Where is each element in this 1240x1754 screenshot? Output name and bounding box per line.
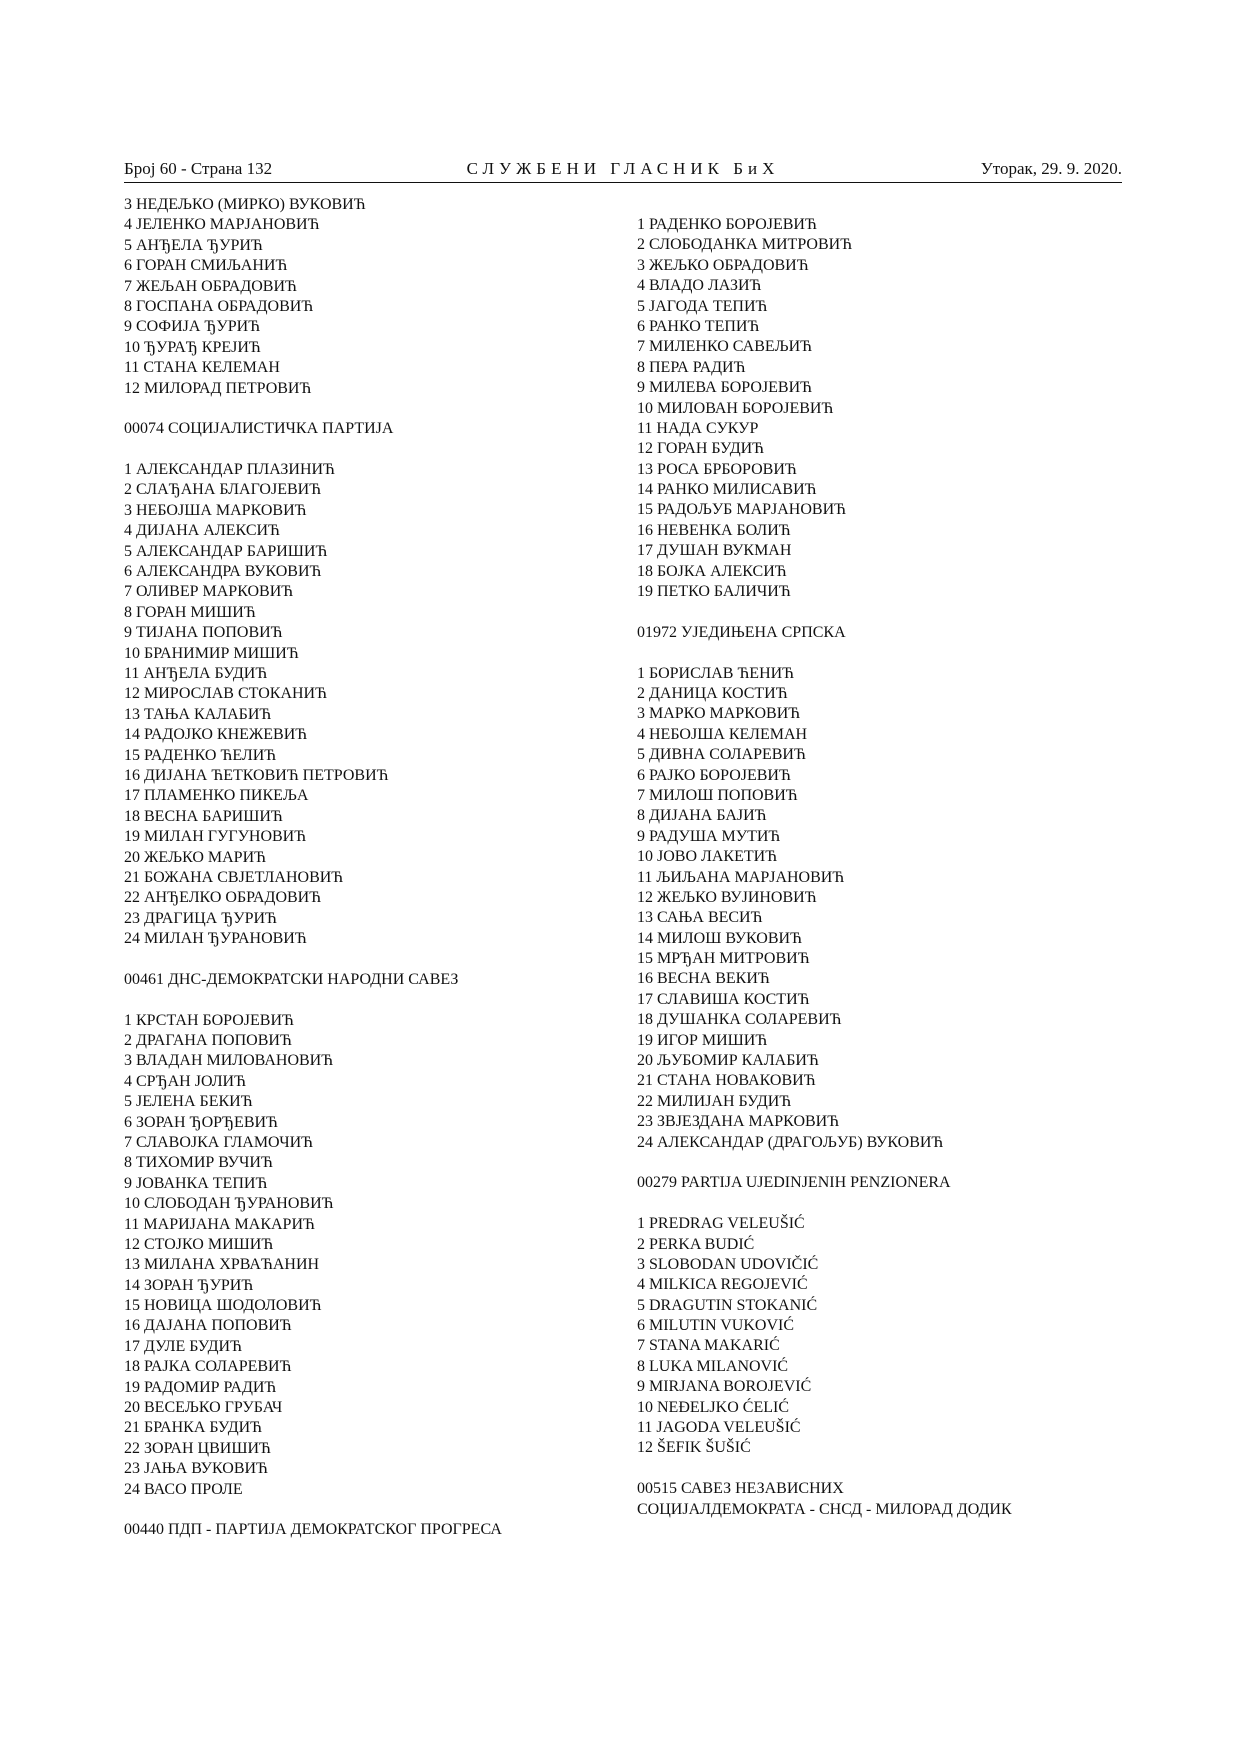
candidate-entry: 19 РАДОМИР РАДИЋ	[124, 1378, 277, 1396]
candidate-entry: 8 LUKA MILANOVIĆ	[637, 1357, 789, 1375]
candidate-entry: 20 ЉУБОМИР КАЛАБИЋ	[637, 1052, 819, 1070]
candidate-entry: 13 ТАЊА КАЛАБИЋ	[124, 705, 272, 723]
candidate-entry: 5 ДИВНА СОЛАРЕВИЋ	[637, 746, 806, 764]
candidate-entry: 1 АЛЕКСАНДАР ПЛАЗИНИЋ	[124, 461, 335, 479]
candidate-list	[124, 1011, 644, 1500]
candidate-entry: 4 ЈЕЛЕНКО МАРЈАНОВИЋ	[124, 216, 320, 234]
candidate-entry: 2 СЛОБОДАНКА МИТРОВИЋ	[637, 236, 853, 254]
party-heading-line-2: СОЦИЈАЛДЕМОКРАТА - СНСД - МИЛОРАД ДОДИК	[637, 1500, 1012, 1518]
candidate-entry: 10 БРАНИМИР МИШИЋ	[124, 644, 299, 662]
candidate-entry: 9 МИЛЕВА БОРОЈЕВИЋ	[637, 379, 812, 397]
candidate-entry: 17 ДУЛЕ БУДИЋ	[124, 1337, 242, 1355]
candidate-entry: 11 НАДА СУКУР	[637, 419, 759, 437]
candidate-entry: 5 ЈАГОДА ТЕПИЋ	[637, 297, 768, 315]
candidate-entry: 5 АНЂЕЛА ЂУРИЋ	[124, 236, 263, 254]
candidate-entry: 8 ДИЈАНА БАЈИЋ	[637, 807, 767, 825]
candidate-entry: 8 ТИХОМИР ВУЧИЋ	[124, 1154, 273, 1172]
candidate-entry: 23 ЗВЈЕЗДАНА МАРКОВИЋ	[637, 1113, 840, 1131]
candidate-entry: 14 РАДОЈКО КНЕЖЕВИЋ	[124, 726, 308, 744]
candidate-entry: 20 ЖЕЉКО МАРИЋ	[124, 848, 266, 866]
candidate-entry: 14 МИЛОШ ВУКОВИЋ	[637, 929, 802, 947]
candidate-entry: 6 РАНКО ТЕПИЋ	[637, 317, 760, 335]
candidate-entry: 16 ДИЈАНА ЋЕТКОВИЋ ПЕТРОВИЋ	[124, 766, 389, 784]
candidate-entry: 4 ДИЈАНА АЛЕКСИЋ	[124, 522, 280, 540]
candidate-entry: 14 РАНКО МИЛИСАВИЋ	[637, 481, 817, 499]
candidate-entry: 11 МАРИЈАНА МАКАРИЋ	[124, 1215, 315, 1233]
candidate-entry: 9 СОФИЈА ЂУРИЋ	[124, 318, 261, 336]
candidate-entry: 4 ВЛАДО ЛАЗИЋ	[637, 277, 762, 295]
candidate-entry: 17 ДУШАН ВУКМАН	[637, 542, 792, 560]
candidate-entry: 15 РАДЕНКО ЋЕЛИЋ	[124, 746, 277, 764]
candidate-entry: 21 СТАНА НОВАКОВИЋ	[637, 1072, 816, 1090]
candidate-entry: 11 СТАНА КЕЛЕМАН	[124, 359, 280, 377]
right-column	[637, 215, 1157, 1520]
candidate-entry: 22 АНЂЕЛКО ОБРАДОВИЋ	[124, 889, 322, 907]
candidate-entry: 17 ПЛАМЕНКО ПИКЕЉА	[124, 787, 309, 805]
candidate-entry: 10 ЂУРАЂ КРЕЈИЋ	[124, 338, 261, 356]
candidate-entry: 21 БРАНКА БУДИЋ	[124, 1419, 263, 1437]
candidate-entry: 22 ЗОРАН ЦВИШИЋ	[124, 1439, 271, 1457]
candidate-entry: 6 ГОРАН СМИЉАНИЋ	[124, 257, 288, 275]
candidate-list	[637, 664, 1157, 1153]
candidate-entry: 16 НЕВЕНКА БОЛИЋ	[637, 521, 791, 539]
candidate-entry: 24 ВАСО ПРОЛЕ	[124, 1480, 243, 1498]
candidate-entry: 8 ГОСПАНА ОБРАДОВИЋ	[124, 297, 314, 315]
candidate-entry: 3 SLOBODAN UDOVIČIĆ	[637, 1255, 819, 1273]
candidate-entry: 6 MILUTIN VUKOVIĆ	[637, 1317, 795, 1335]
candidate-entry: 3 НЕДЕЉКО (МИРКО) ВУКОВИЋ	[124, 196, 366, 213]
candidate-entry: 2 PERKA BUDIĆ	[637, 1235, 755, 1253]
page-header	[124, 158, 1122, 183]
candidate-entry: 5 DRAGUTIN STOKANIĆ	[637, 1296, 818, 1314]
candidate-entry: 13 САЊА ВЕСИЋ	[637, 909, 763, 927]
candidate-list	[637, 1214, 1157, 1459]
candidate-entry: 18 ДУШАНКА СОЛАРЕВИЋ	[637, 1011, 842, 1029]
candidate-entry: 5 АЛЕКСАНДАР БАРИШИЋ	[124, 542, 328, 560]
candidate-entry: 9 MIRJANA BOROJEVIĆ	[637, 1378, 812, 1396]
candidate-entry: 10 NEĐELJKO ĆELIĆ	[637, 1398, 789, 1416]
candidate-entry: 2 ДАНИЦА КОСТИЋ	[637, 684, 788, 702]
candidate-entry: 7 STANA MAKARIĆ	[637, 1337, 780, 1355]
candidate-entry: 6 ЗОРАН ЂОРЂЕВИЋ	[124, 1113, 278, 1131]
candidate-entry: 13 МИЛАНА ХРВАЋАНИН	[124, 1256, 320, 1274]
candidate-entry: 9 ТИЈАНА ПОПОВИЋ	[124, 624, 283, 642]
candidate-entry: 9 РАДУША МУТИЋ	[637, 827, 781, 845]
candidate-entry: 7 МИЛЕНКО САВЕЉИЋ	[637, 338, 813, 356]
party-heading-line-1: 00515 САВЕЗ НЕЗАВИСНИХ	[637, 1480, 844, 1498]
candidate-entry: 19 ИГОР МИШИЋ	[637, 1031, 768, 1049]
candidate-entry: 1 PREDRAG VELEUŠIĆ	[637, 1215, 805, 1233]
continued-candidate-list	[637, 215, 1157, 602]
candidate-entry: 21 БОЖАНА СВЈЕТЛАНОВИЋ	[124, 868, 344, 886]
candidate-entry: 20 ВЕСЕЉКО ГРУБАЧ	[124, 1399, 283, 1417]
issue-date: Уторак, 29. 9. 2020.	[980, 159, 1122, 178]
party-heading: 00074 СОЦИЈАЛИСТИЧКА ПАРТИЈА	[124, 420, 394, 438]
candidate-entry: 12 МИРОСЛАВ СТОКАНИЋ	[124, 685, 327, 703]
candidate-entry: 1 РАДЕНКО БОРОЈЕВИЋ	[637, 216, 817, 233]
candidate-entry: 3 ВЛАДАН МИЛОВАНОВИЋ	[124, 1052, 334, 1070]
candidate-entry: 9 ЈОВАНКА ТЕПИЋ	[124, 1174, 268, 1192]
candidate-entry: 3 НЕБОЈША МАРКОВИЋ	[124, 501, 307, 519]
candidate-entry: 7 ЖЕЉАН ОБРАДОВИЋ	[124, 277, 297, 295]
candidate-entry: 10 СЛОБОДАН ЂУРАНОВИЋ	[124, 1195, 334, 1213]
candidate-list	[124, 460, 644, 949]
candidate-entry: 8 ПЕРА РАДИЋ	[637, 358, 746, 376]
candidate-entry: 19 МИЛАН ГУГУНОВИЋ	[124, 828, 307, 846]
candidate-entry: 6 АЛЕКСАНДРА ВУКОВИЋ	[124, 563, 322, 581]
candidate-entry: 7 МИЛОШ ПОПОВИЋ	[637, 786, 798, 804]
candidate-entry: 11 JAGODA VELEUŠIĆ	[637, 1419, 801, 1437]
candidate-entry: 4 СРЂАН ЈОЛИЋ	[124, 1072, 246, 1090]
candidate-entry: 22 МИЛИЈАН БУДИЋ	[637, 1092, 792, 1110]
issue-page-number: Број 60 - Страна 132	[124, 159, 273, 178]
candidate-entry: 10 МИЛОВАН БОРОЈЕВИЋ	[637, 399, 834, 417]
candidate-entry: 19 ПЕТКО БАЛИЧИЋ	[637, 583, 791, 601]
candidate-entry: 2 СЛАЂАНА БЛАГОЈЕВИЋ	[124, 481, 322, 499]
candidate-entry: 1 КРСТАН БОРОЈЕВИЋ	[124, 1011, 294, 1029]
candidate-entry: 15 МРЂАН МИТРОВИЋ	[637, 950, 810, 968]
candidate-entry: 17 СЛАВИША КОСТИЋ	[637, 990, 810, 1008]
candidate-entry: 24 АЛЕКСАНДАР (ДРАГОЉУБ) ВУКОВИЋ	[637, 1133, 944, 1151]
candidate-entry: 12 ŠEFIK ŠUŠIĆ	[637, 1439, 751, 1457]
candidate-entry: 5 ЈЕЛЕНА БЕКИЋ	[124, 1093, 253, 1111]
candidate-entry: 11 АНЂЕЛА БУДИЋ	[124, 664, 268, 682]
candidate-entry: 24 МИЛАН ЂУРАНОВИЋ	[124, 930, 307, 948]
candidate-entry: 4 MILKICA REGOJEVIĆ	[637, 1276, 808, 1294]
candidate-entry: 15 РАДОЉУБ МАРЈАНОВИЋ	[637, 501, 846, 519]
candidate-entry: 18 БОЈКА АЛЕКСИЋ	[637, 562, 787, 580]
party-heading: 01972 УЈЕДИЊЕНА СРПСКА	[637, 623, 846, 641]
candidate-entry: 1 БОРИСЛАВ ЋЕНИЋ	[637, 664, 795, 682]
candidate-entry: 7 ОЛИВЕР МАРКОВИЋ	[124, 583, 294, 601]
candidate-entry: 18 ВЕСНА БАРИШИЋ	[124, 807, 283, 825]
candidate-entry: 10 ЈОВО ЛАКЕТИЋ	[637, 848, 778, 866]
candidate-entry: 6 РАЈКО БОРОЈЕВИЋ	[637, 766, 791, 784]
candidate-entry: 2 ДРАГАНА ПОПОВИЋ	[124, 1032, 292, 1050]
candidate-entry: 15 НОВИЦА ШОДОЛОВИЋ	[124, 1297, 322, 1315]
candidate-entry: 12 СТОЈКО МИШИЋ	[124, 1235, 274, 1253]
candidate-entry: 12 ЖЕЉКО ВУЈИНОВИЋ	[637, 888, 817, 906]
left-column	[124, 195, 644, 1541]
candidate-entry: 16 ДАЈАНА ПОПОВИЋ	[124, 1317, 292, 1335]
candidate-entry: 18 РАЈКА СОЛАРЕВИЋ	[124, 1358, 292, 1376]
continued-candidate-list	[124, 195, 644, 399]
party-heading: 00440 ПДП - ПАРТИЈА ДЕМОКРАТСКОГ ПРОГРЕСА	[124, 1521, 502, 1539]
party-heading: 00279 PARTIJA UJEDINJENIH PENZIONERA	[637, 1174, 951, 1192]
candidate-entry: 16 ВЕСНА ВЕКИЋ	[637, 970, 770, 988]
gazette-title: СЛУЖБЕНИ ГЛАСНИК БиХ	[466, 159, 780, 178]
candidate-entry: 7 СЛАВОЈКА ГЛАМОЧИЋ	[124, 1133, 314, 1151]
candidate-entry: 3 МАРКО МАРКОВИЋ	[637, 705, 801, 723]
party-heading: 00461 ДНС-ДЕМОКРАТСКИ НАРОДНИ САВЕЗ	[124, 970, 459, 988]
candidate-entry: 3 ЖЕЉКО ОБРАДОВИЋ	[637, 256, 809, 274]
candidate-entry: 12 МИЛОРАД ПЕТРОВИЋ	[124, 379, 312, 397]
candidate-entry: 11 ЉИЉАНА МАРЈАНОВИЋ	[637, 868, 845, 886]
candidate-entry: 12 ГОРАН БУДИЋ	[637, 440, 765, 458]
candidate-entry: 14 ЗОРАН ЂУРИЋ	[124, 1276, 254, 1294]
candidate-entry: 13 РОСА БРБОРОВИЋ	[637, 460, 797, 478]
candidate-entry: 4 НЕБОЈША КЕЛЕМАН	[637, 725, 808, 743]
candidate-entry: 23 ДРАГИЦА ЂУРИЋ	[124, 909, 277, 927]
candidate-entry: 8 ГОРАН МИШИЋ	[124, 603, 256, 621]
candidate-entry: 23 ЈАЊА ВУКОВИЋ	[124, 1460, 268, 1478]
